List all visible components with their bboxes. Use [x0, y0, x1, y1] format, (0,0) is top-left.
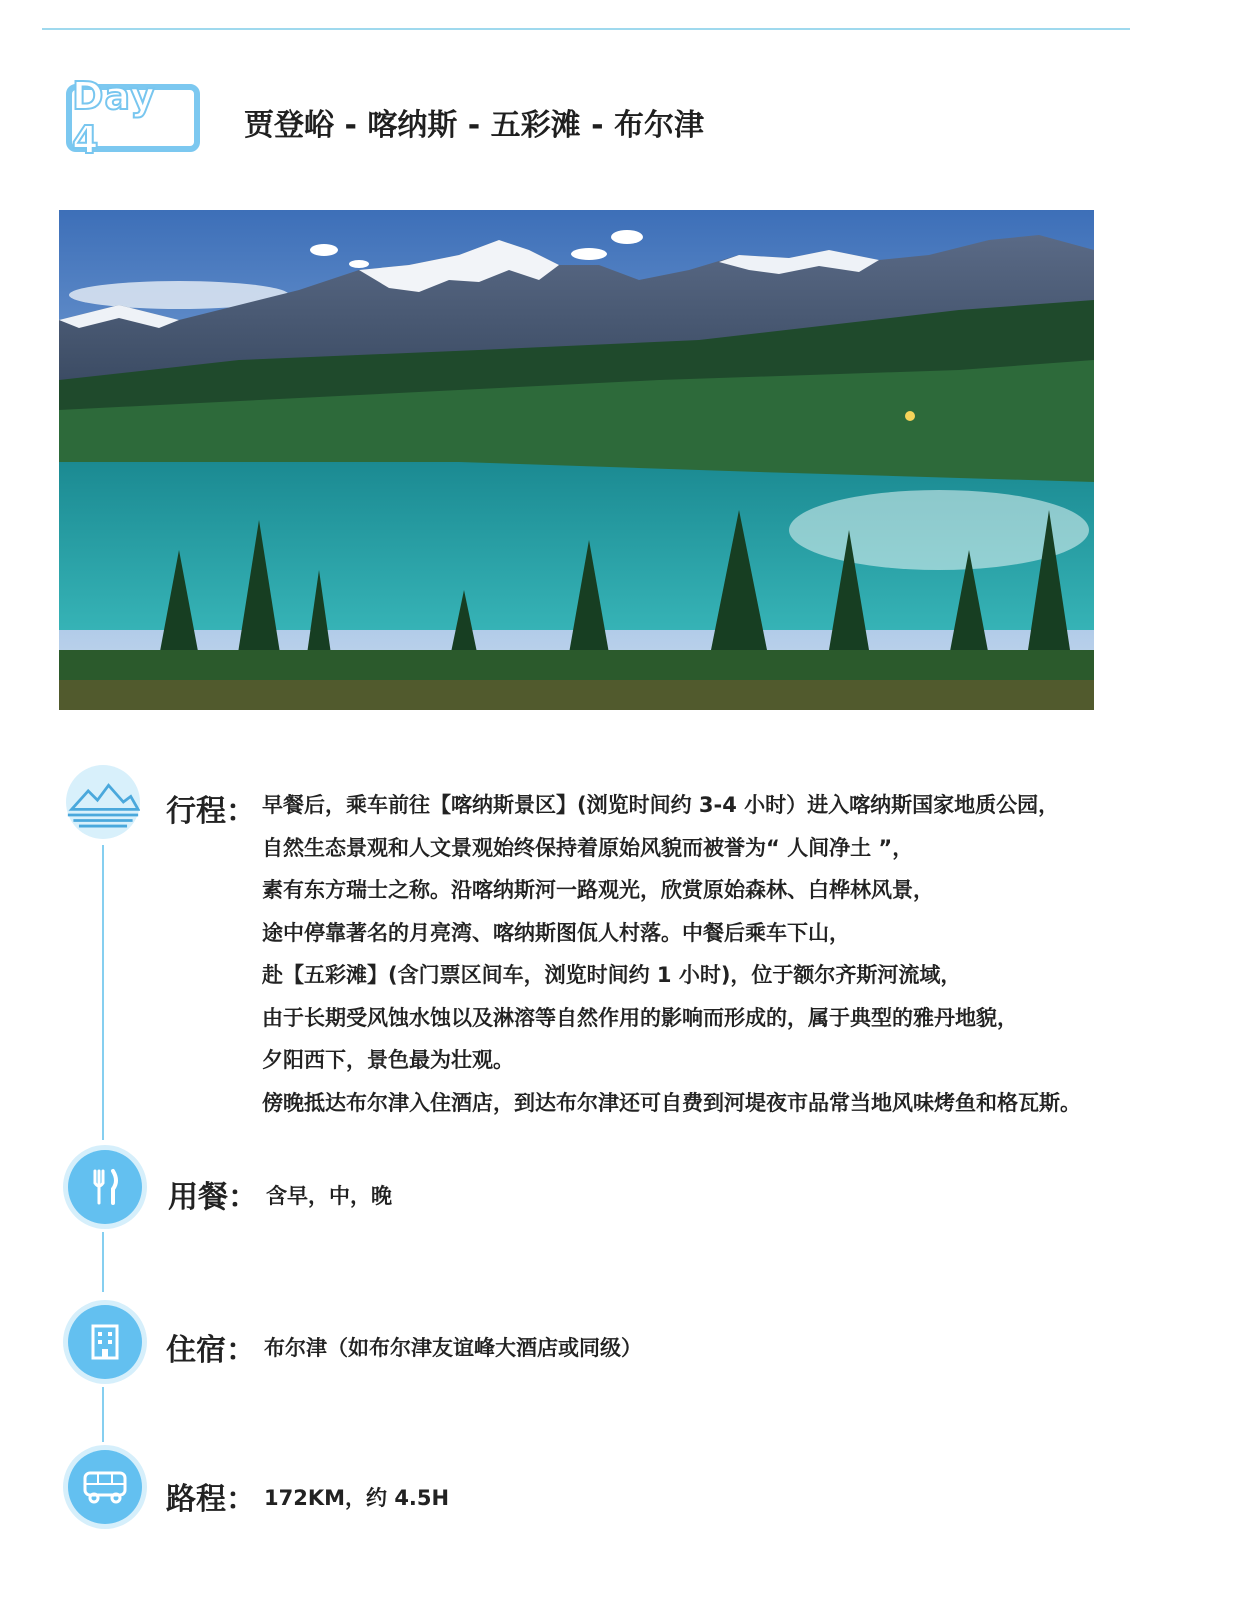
- mountain-lake-icon: [66, 765, 140, 839]
- landscape-photo: [59, 210, 1094, 710]
- hotel-building-icon: [68, 1305, 142, 1379]
- itinerary-label: 行程：: [166, 794, 256, 829]
- meals-label: 用餐：: [168, 1180, 258, 1215]
- meals-value: 含早，中，晚: [266, 1184, 392, 1208]
- route-title: 贾登峪 - 喀纳斯 - 五彩滩 - 布尔津: [244, 108, 705, 143]
- day-badge: Day 4: [66, 84, 200, 152]
- lodging-label: 住宿：: [166, 1333, 256, 1368]
- distance-label: 路程：: [166, 1482, 256, 1517]
- itinerary-line: 赴【五彩滩】(含门票区间车，浏览时间约 1 小时)，位于额尔齐斯河流域，: [262, 963, 962, 987]
- itinerary-line: 夕阳西下，景色最为壮观。: [262, 1048, 514, 1072]
- itinerary-line: 自然生态景观和人文景观始终保持着原始风貌而被誉为“ 人间净土 ”，: [262, 835, 914, 860]
- fork-knife-icon: [68, 1150, 142, 1224]
- distance-value: 172KM，约 4.5H: [264, 1486, 450, 1510]
- timeline-line: [102, 1232, 104, 1292]
- itinerary-line: 素有东方瑞士之称。沿喀纳斯河一路观光，欣赏原始森林、白桦林风景，: [262, 878, 934, 902]
- timeline-line: [102, 1387, 104, 1442]
- timeline-line: [102, 845, 104, 1140]
- bus-icon: [68, 1450, 142, 1524]
- itinerary-text: [262, 784, 1242, 1124]
- itinerary-line: 途中停靠著名的月亮湾、喀纳斯图佤人村落。中餐后乘车下山，: [262, 920, 850, 945]
- itinerary-line: 傍晚抵达布尔津入住酒店，到达布尔津还可自费到河堤夜市品常当地风味烤鱼和格瓦斯。: [262, 1090, 1081, 1115]
- lodging-value: 布尔津（如布尔津友谊峰大酒店或同级）: [264, 1336, 642, 1360]
- top-divider: [42, 28, 1130, 30]
- itinerary-line: 由于长期受风蚀水蚀以及淋溶等自然作用的影响而形成的，属于典型的雅丹地貌，: [262, 1005, 1018, 1030]
- itinerary-line: 早餐后，乘车前往【喀纳斯景区】(浏览时间约 3-4 小时）进入喀纳斯国家地质公园，: [262, 793, 1060, 817]
